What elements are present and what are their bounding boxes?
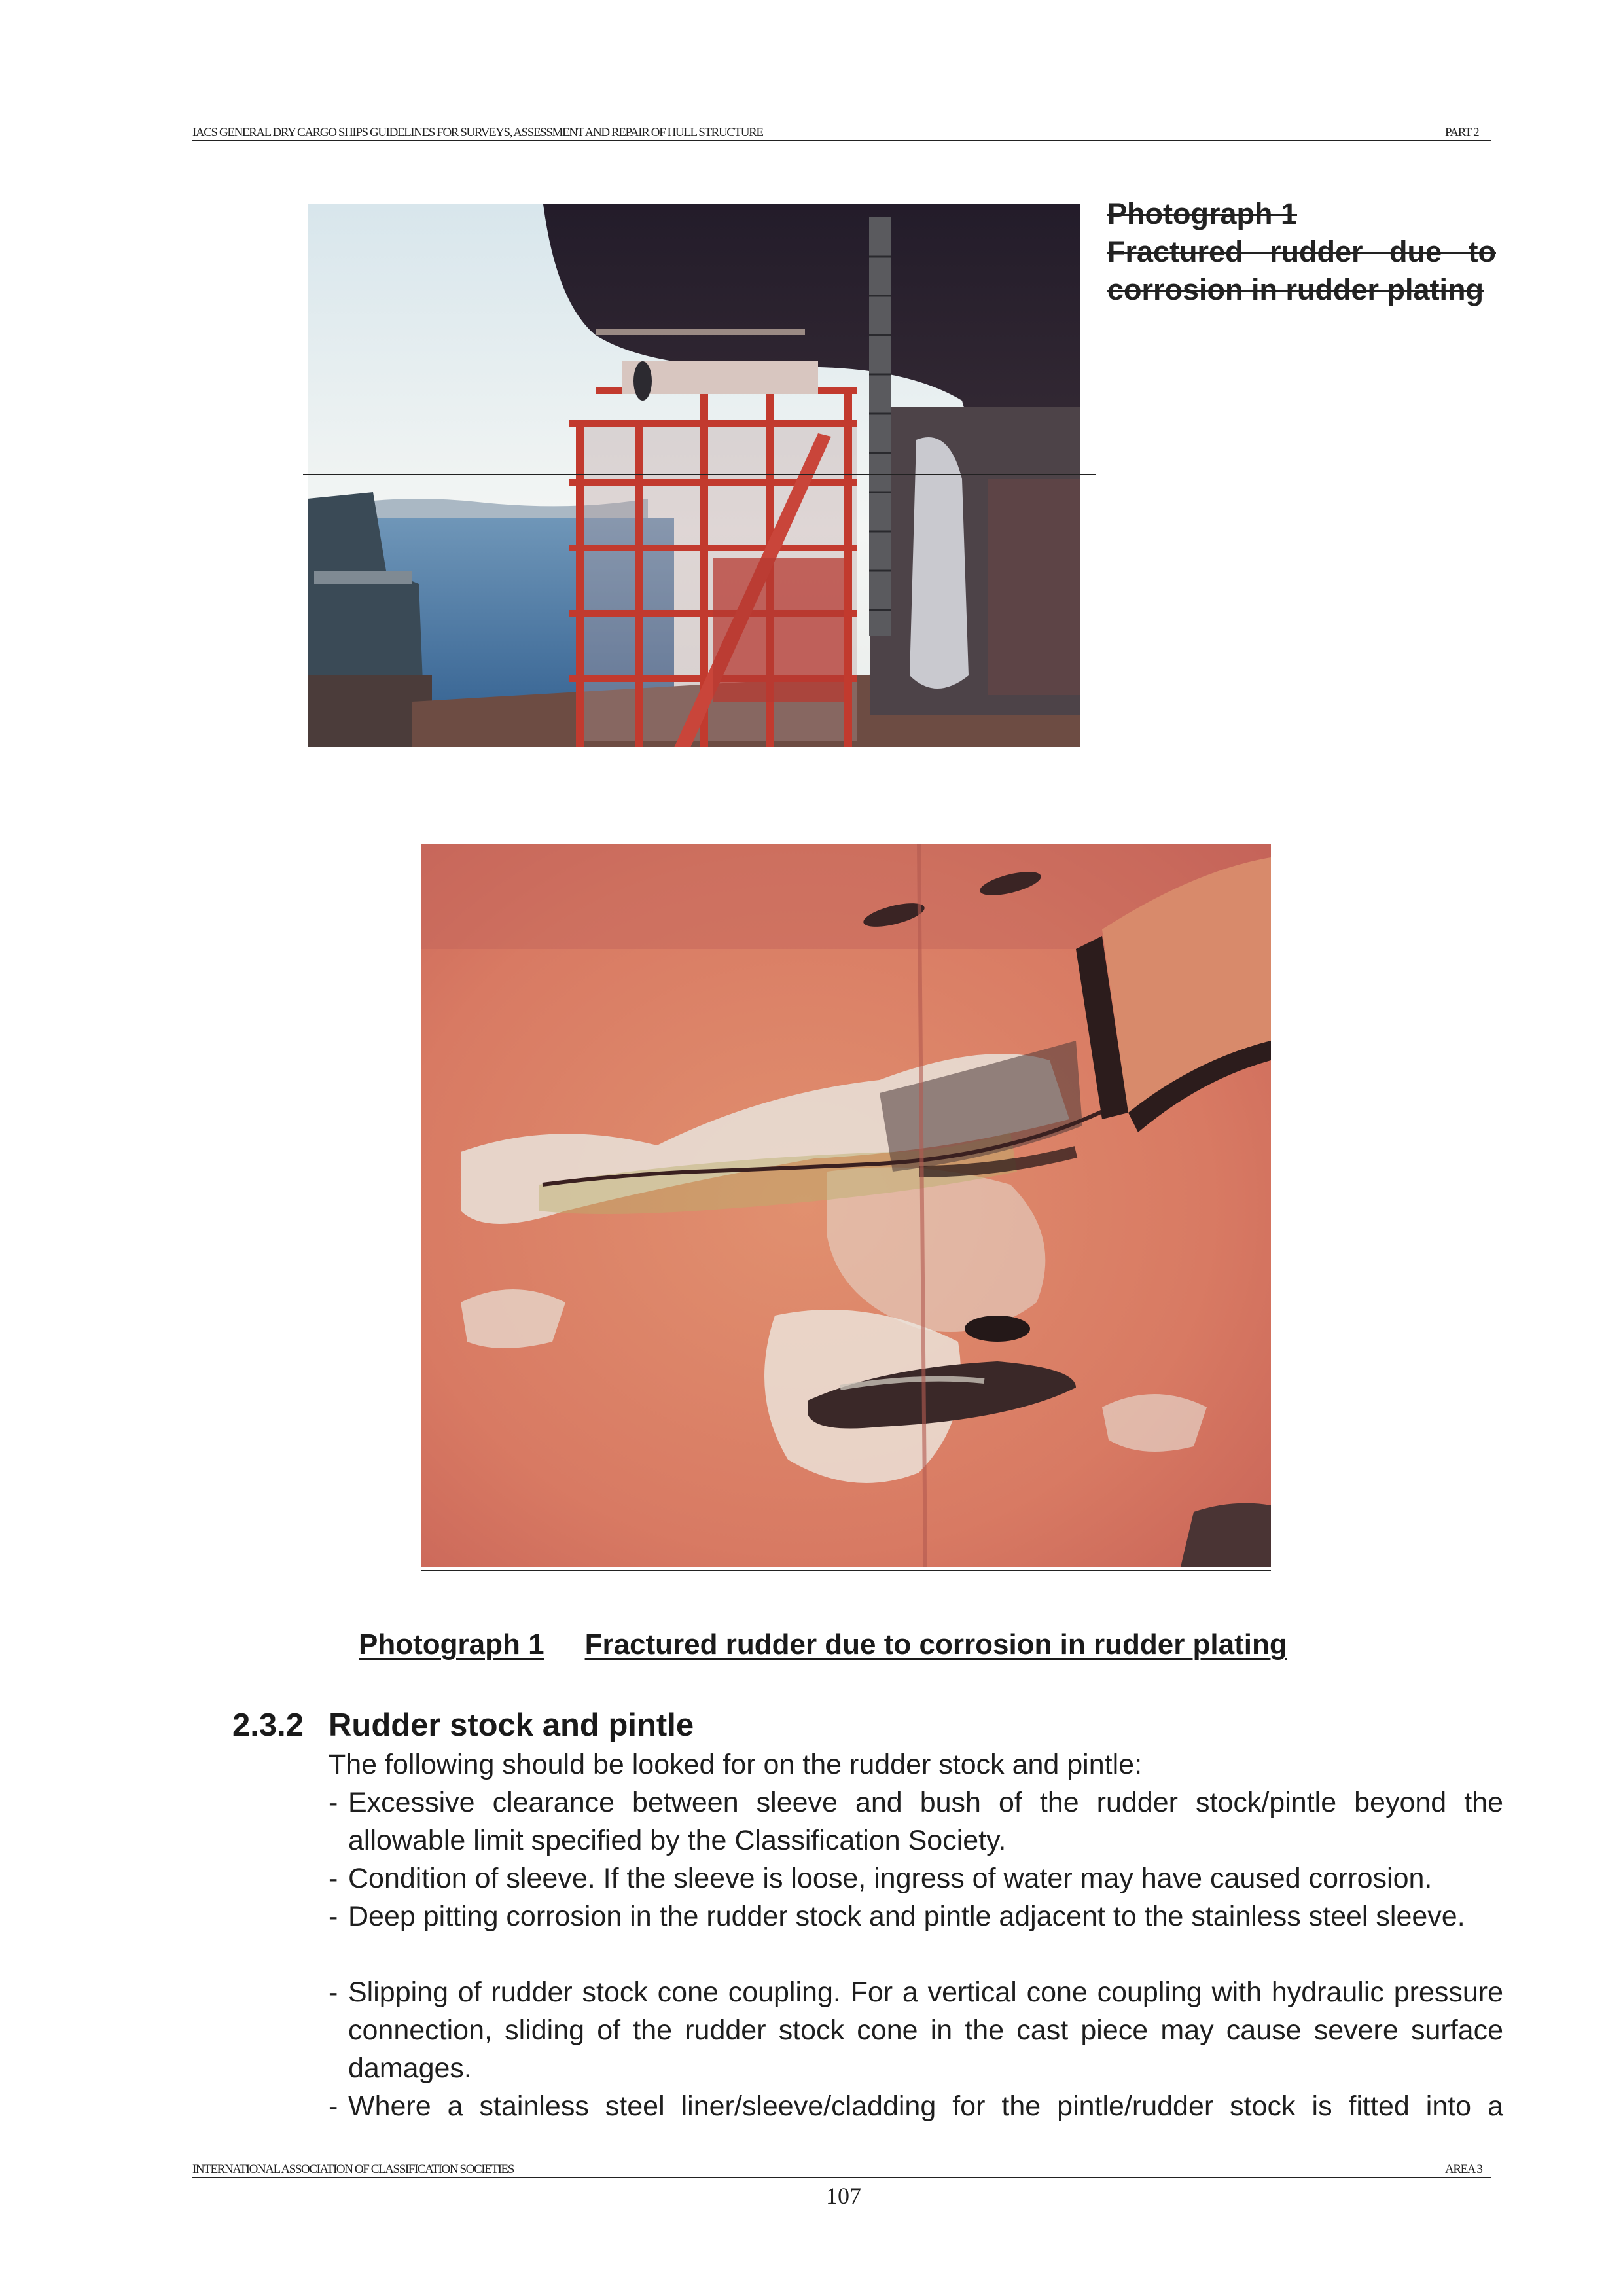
page-number: 107 — [826, 2183, 861, 2209]
photo-caption-text: Fractured rudder due to corrosion in rudder plating — [584, 1628, 1287, 1660]
photo-rudder-fracture — [421, 844, 1271, 1567]
photo-overlay-rule — [303, 474, 1096, 475]
header-title: IACS GENERAL DRY CARGO SHIPS GUIDELINES FOR SURVEYS, ASSESSMENT AND REPAIR OF HULL STRUCTURE — [192, 126, 763, 139]
bullet-dash: - — [329, 1787, 338, 1818]
struck-caption — [1107, 195, 1496, 309]
photo-bottom-rule — [421, 1570, 1271, 1571]
list-item — [329, 1973, 1503, 2087]
list-item-text: Slipping of rudder stock cone coupling. For a vertical cone coupling with hydraulic pressure connection, sliding of the rudder stock cone in the cast piece may cause severe surface damages. — [348, 1977, 1503, 2084]
photo-caption — [359, 1628, 1287, 1661]
bullet-dash: - — [329, 1977, 338, 2008]
list-item-text: Condition of sleeve. If the sleeve is loose, ingress of water may have caused corrosion. — [348, 1863, 1433, 1894]
section-number: 2.3.2 — [232, 1708, 304, 1743]
photo-caption-number: Photograph 1 — [359, 1628, 544, 1660]
struck-caption-line1: Photograph 1 — [1107, 197, 1297, 230]
header-part: PART 2 — [1445, 126, 1479, 139]
section-title: Rudder stock and pintle — [329, 1708, 694, 1743]
footer-area: AREA 3 — [1445, 2162, 1482, 2176]
list-item — [329, 1859, 1503, 1897]
list-item — [329, 1784, 1503, 1859]
bullet-dash: - — [329, 2090, 338, 2122]
list-item-text: Deep pitting corrosion in the rudder stock and pintle adjacent to the stainless steel sleeve. — [348, 1901, 1465, 1932]
bullet-dash: - — [329, 1901, 338, 1932]
photo-ship-stern — [308, 204, 1080, 747]
list-item-text: Excessive clearance between sleeve and bush of the rudder stock/pintle beyond the allowable limit specified by the Classification Society. — [348, 1787, 1503, 1856]
struck-caption-line2: Fractured rudder due to — [1107, 235, 1496, 268]
list-item-text: Where a stainless steel liner/sleeve/cladding for the pintle/rudder stock is fitted into a — [348, 2090, 1503, 2122]
footer-rule — [192, 2177, 1491, 2178]
section-intro: The following should be looked for on the rudder stock and pintle: — [329, 1749, 1143, 1780]
bullet-dash: - — [329, 1863, 338, 1894]
list-item — [329, 2087, 1503, 2125]
struck-caption-line3: corrosion in rudder plating — [1107, 273, 1484, 306]
list-item — [329, 1897, 1503, 1935]
header-rule — [192, 140, 1491, 141]
footer-organisation: INTERNATIONAL ASSOCIATION OF CLASSIFICATION SOCIETIES — [192, 2162, 514, 2176]
